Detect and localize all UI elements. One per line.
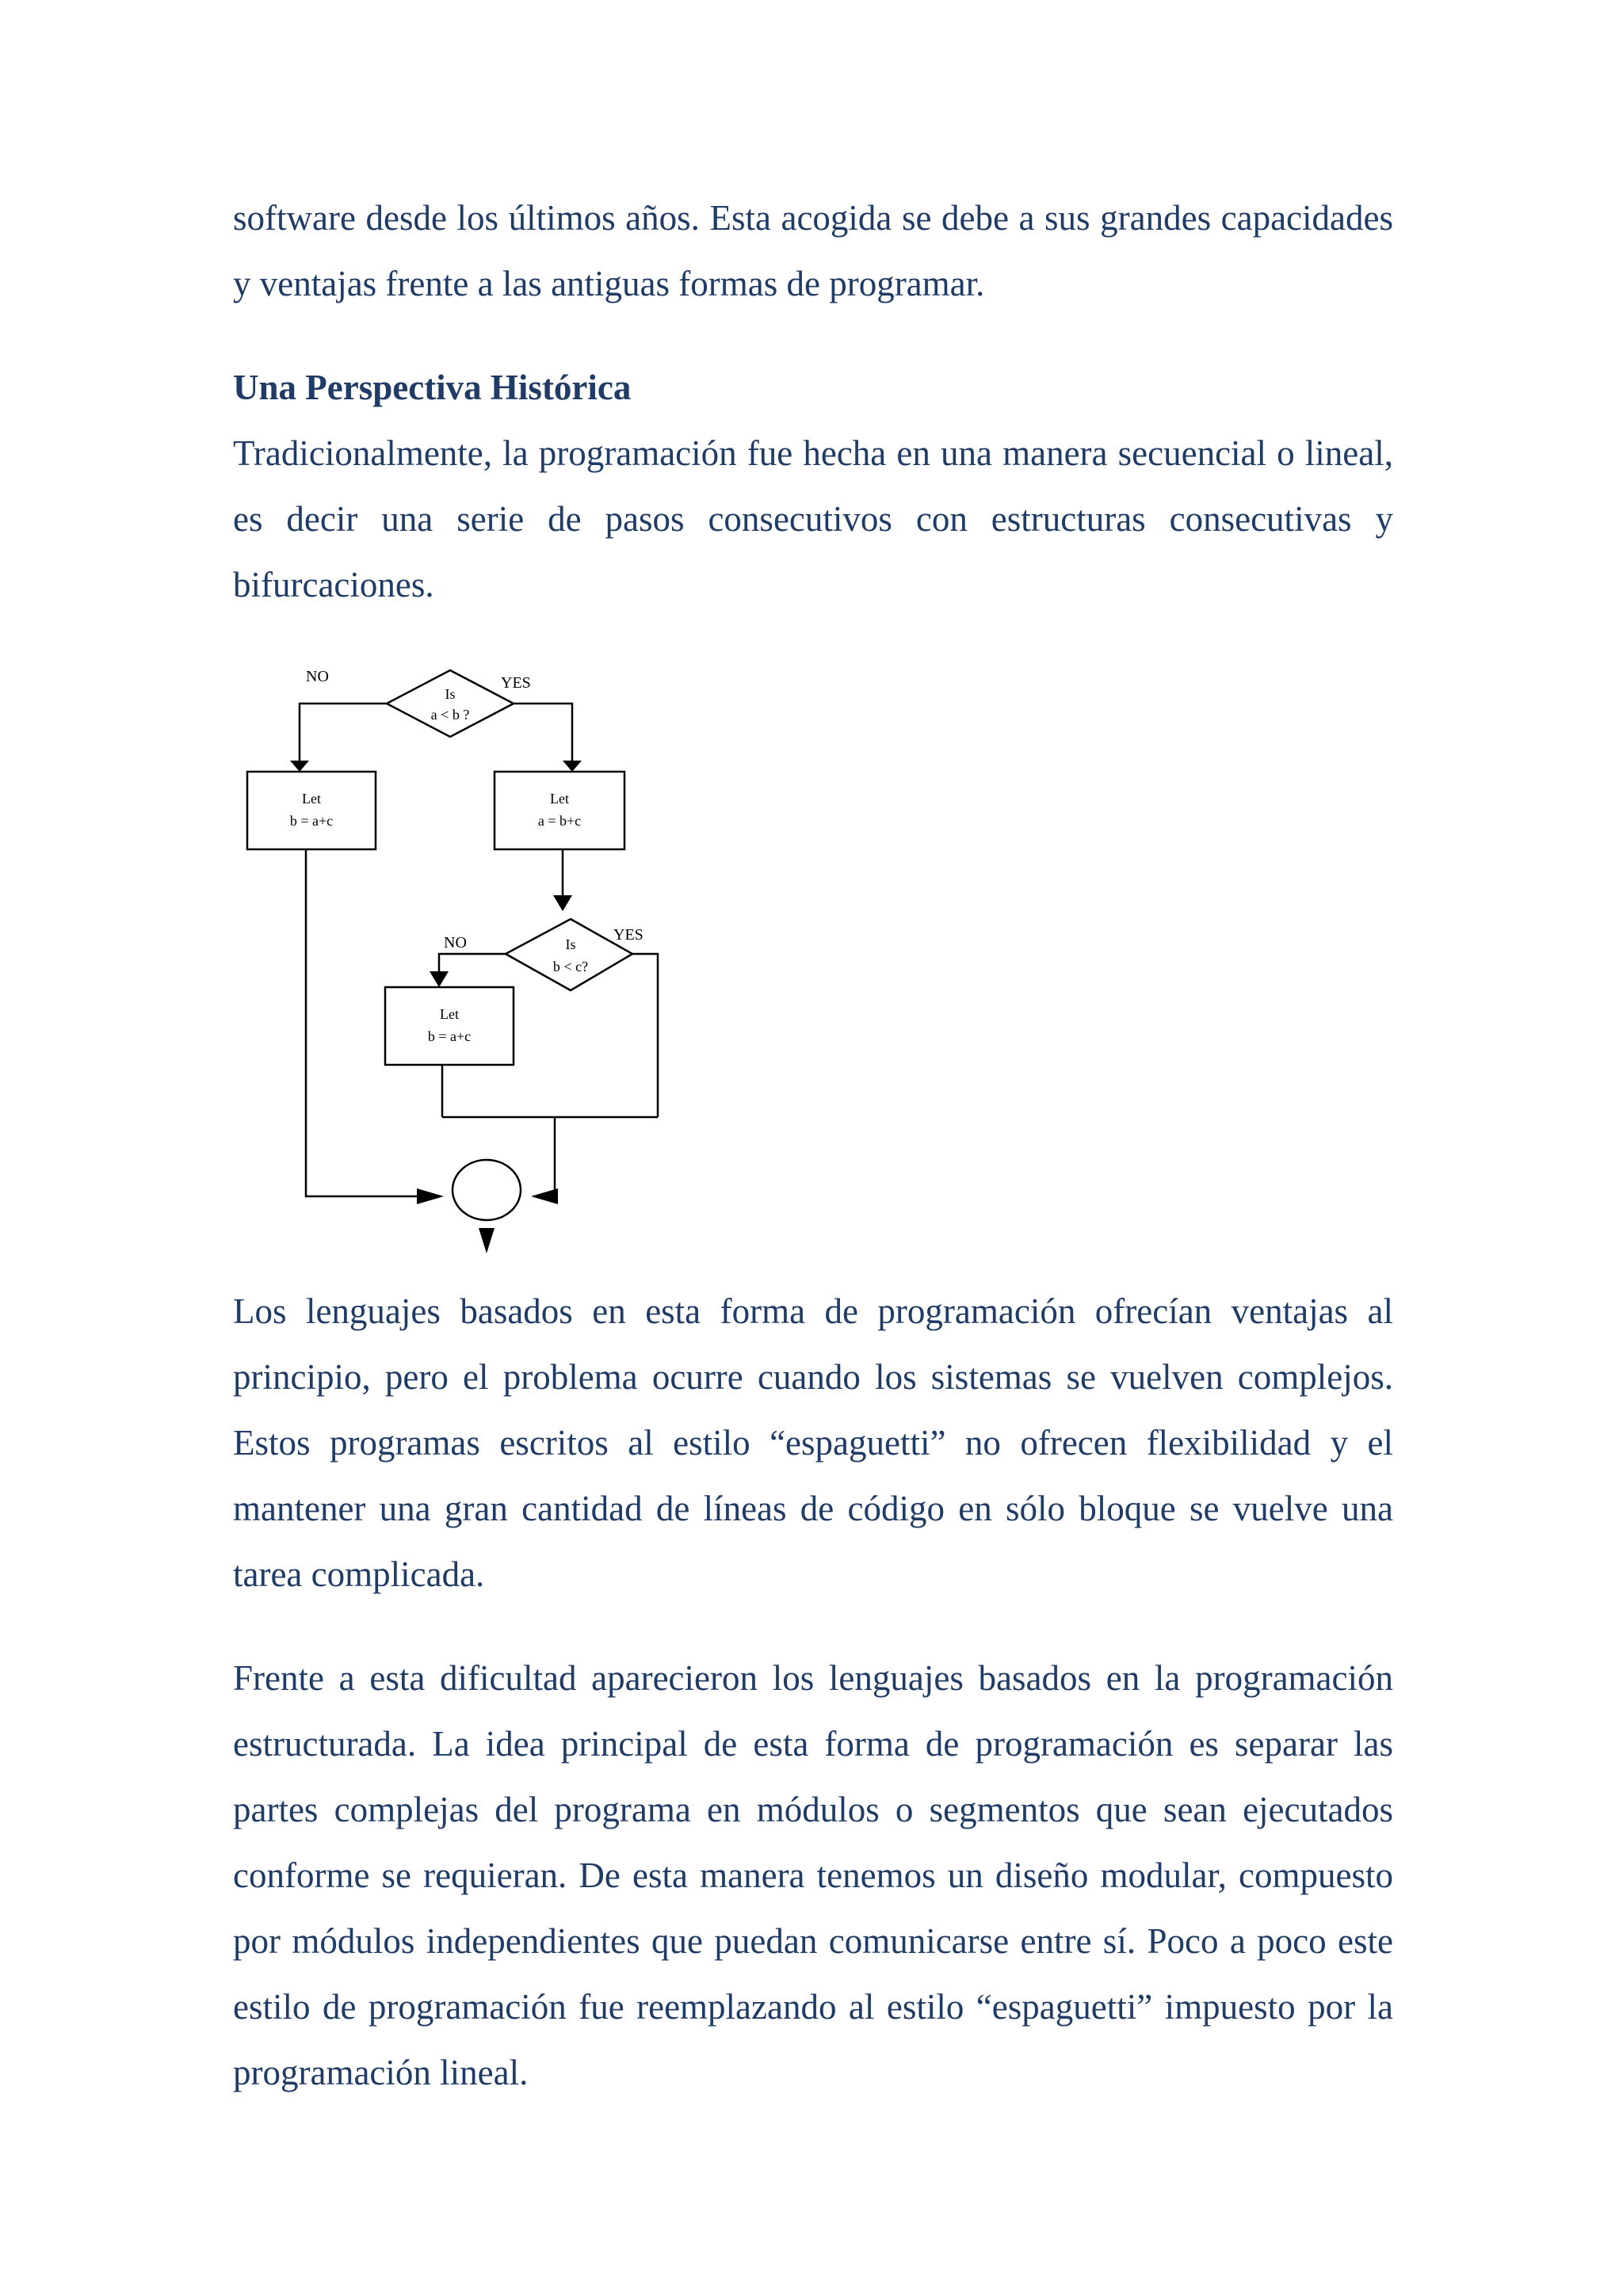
box-right-line1: Let xyxy=(550,791,569,807)
arrowhead-left-box xyxy=(290,761,309,772)
connector-d1-yes xyxy=(514,704,572,761)
paragraph-structured: Frente a esta dificultad aparecieron los lenguajes basados en la programación estructurada. La idea principal de esta forma de programación es separar las partes complejas del programa en módulos o segmentos que sean ejecutados conforme se requieran. De esta manera tenemos un diseño modular, compuesto por módulos independientes que puedan comunicarse entre sí. Poco a poco este estilo de programación fue reemplazando al estilo “espaguetti” impuesto por la programación lineal. xyxy=(233,1658,1393,2092)
connector-d2-no xyxy=(439,954,506,971)
box-lower-line1: Let xyxy=(440,1006,459,1022)
arrowhead-lower-box xyxy=(430,971,449,987)
decision2-line2: b < c? xyxy=(552,959,589,974)
connector-left-to-circle xyxy=(306,849,417,1196)
box-left-line2: b = a+c xyxy=(289,813,334,829)
connector-d1-no xyxy=(300,704,387,761)
section-heading: Una Perspectiva Histórica xyxy=(233,368,632,407)
decision1-line2: a < b ? xyxy=(430,707,470,723)
decision2-line1: Is xyxy=(565,936,576,952)
decision2-no-label: NO xyxy=(444,934,467,952)
box-right-line2: a = b+c xyxy=(537,813,582,829)
arrowhead-circle-left xyxy=(417,1188,444,1204)
arrowhead-right-box xyxy=(563,761,582,772)
decision1-line1: Is xyxy=(445,686,456,702)
connector-circle xyxy=(453,1160,521,1220)
flowchart-diagram xyxy=(238,658,682,1268)
process-box-left xyxy=(247,772,376,849)
process-box-lower xyxy=(385,987,514,1065)
decision1-no-label: NO xyxy=(306,668,329,685)
paragraph-sequential: Tradicionalmente, la programación fue hecha en una manera secuencial o lineal, es decir una serie de pasos consecutivos con estructuras consecutivas y bifurcaciones. xyxy=(233,433,1393,605)
box-left-line1: Let xyxy=(302,791,321,807)
paragraph-intro: software desde los últimos años. Esta acogida se debe a sus grandes capacidades y ventajas frente a las antiguas formas de programar. xyxy=(233,198,1393,303)
decision1-yes-label: YES xyxy=(501,674,531,692)
connector-d2-yes xyxy=(632,954,658,1117)
paragraph-spaghetti: Los lenguajes basados en esta forma de programación ofrecían ventajas al principio, pero el problema ocurre cuando los sistemas se vuelven complejos. Estos programas escritos al estilo “espaguetti” no ofrecen flexibilidad y el mantener una gran cantidad de líneas de código en sólo bloque se vuelve una tarea complicada. xyxy=(233,1291,1393,1594)
decision2-yes-label: YES xyxy=(613,926,643,944)
arrowhead-d2 xyxy=(553,895,572,911)
arrowhead-exit xyxy=(479,1228,495,1253)
process-box-right xyxy=(495,772,624,849)
box-lower-line2: b = a+c xyxy=(427,1028,472,1044)
decision-diamond-1 xyxy=(387,670,514,737)
arrowhead-circle-right xyxy=(531,1188,558,1204)
